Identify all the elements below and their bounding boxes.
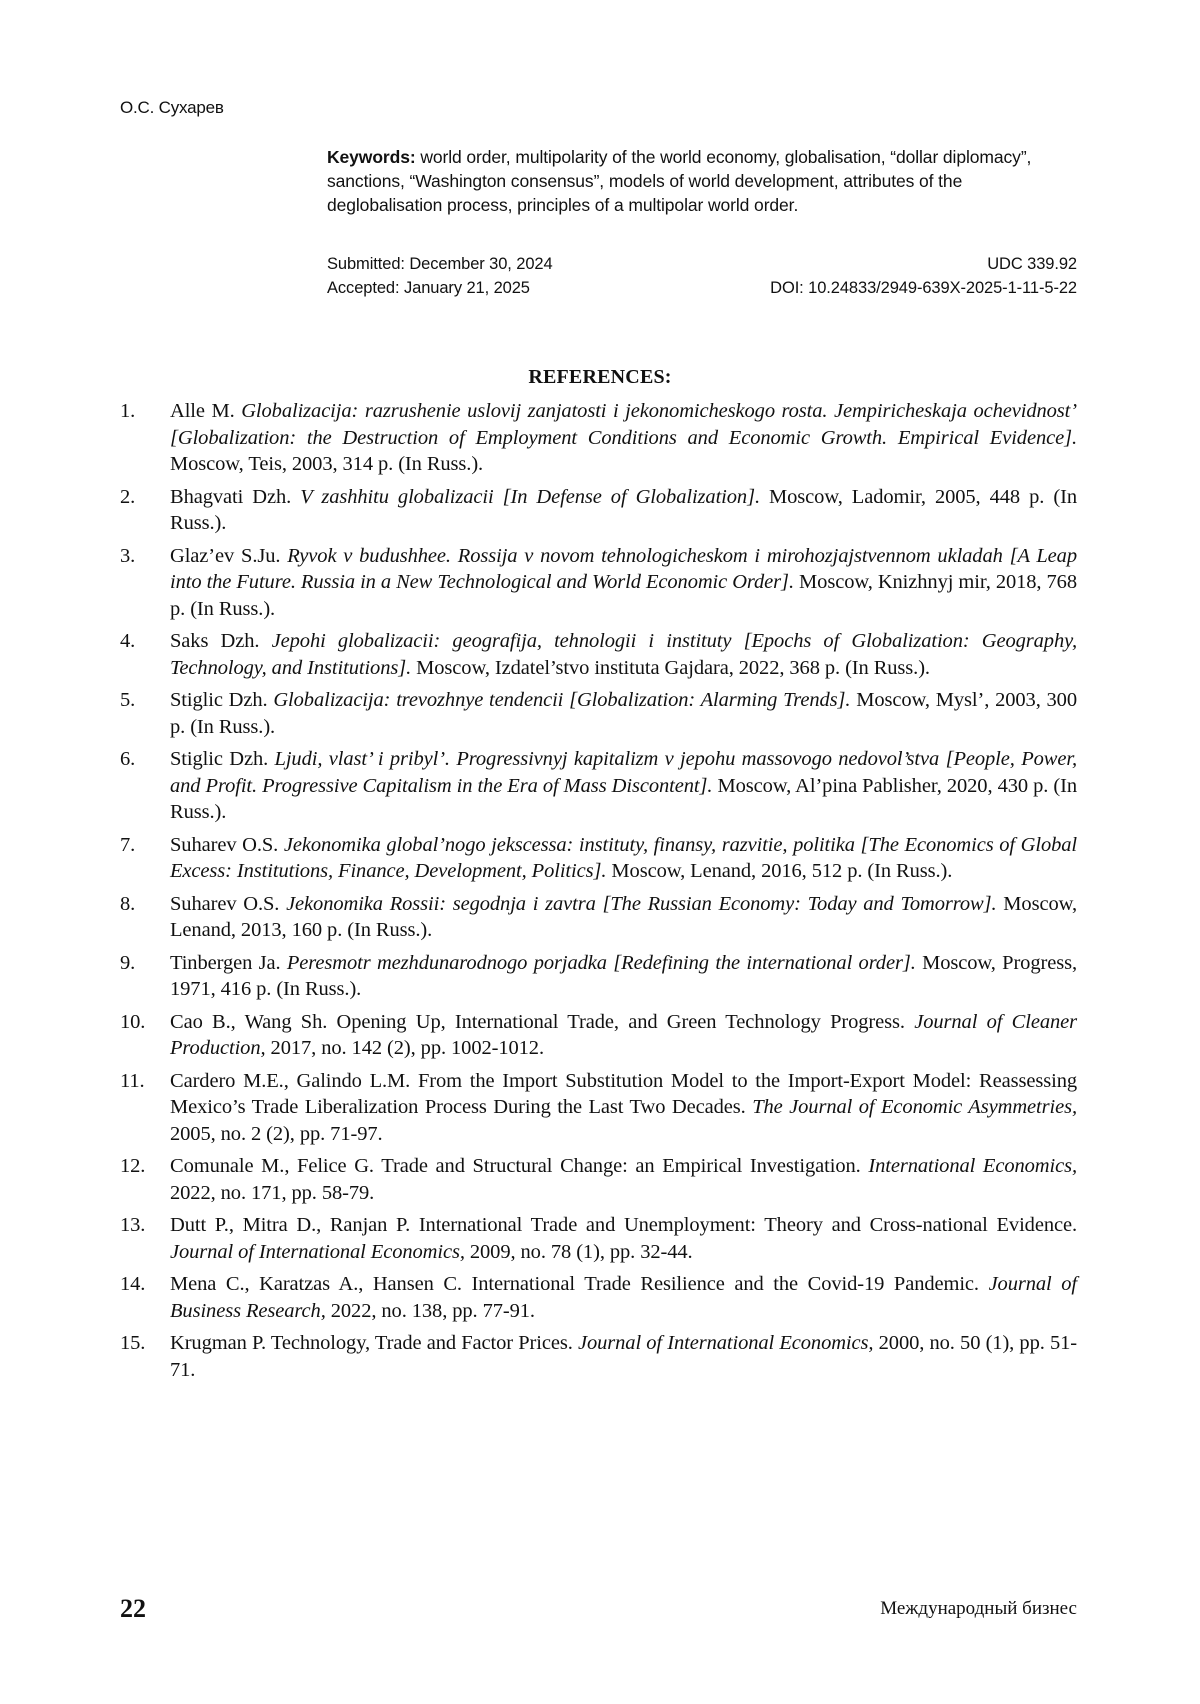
running-head: О.С. Сухарев	[120, 98, 224, 117]
reference-title: V zashhitu globalizacii [In Defense of Globalization].	[300, 485, 760, 508]
reference-item	[120, 891, 1077, 944]
reference-text	[170, 484, 1077, 537]
reference-item	[120, 746, 1077, 826]
reference-text	[170, 1212, 1077, 1265]
reference-text	[170, 1068, 1077, 1148]
reference-authors: Cao B., Wang Sh. Opening Up, International Trade, and Green Technology Progress.	[170, 1010, 915, 1033]
reference-authors: Bhagvati Dzh.	[170, 485, 301, 508]
reference-authors: Tinbergen Ja.	[170, 951, 287, 974]
reference-text	[170, 687, 1077, 740]
doi: DOI: 10.24833/2949-639X-2025-1-11-5-22	[770, 279, 1077, 297]
reference-title: Ljudi, vlast’ i pribyl’. Progressivnyj kapitalizm v jepohu massovogo nedovol’stva [People, Power, and Profit. Progressive Capitalism in the Era of Mass Discontent].	[170, 748, 1077, 797]
reference-details: Moscow, Teis, 2003, 314 p. (In Russ.).	[170, 453, 484, 475]
reference-item	[120, 950, 1077, 1003]
reference-text	[170, 950, 1077, 1003]
keywords-block	[327, 145, 1077, 217]
reference-number: 3.	[120, 544, 136, 567]
reference-item	[120, 628, 1077, 681]
reference-number: 15.	[120, 1332, 146, 1354]
reference-text	[170, 1009, 1077, 1062]
reference-title: Jekonomika global’nogo jekscessa: instituty, finansy, razvitie, politika [The Economics of Global Excess: Institutions, Finance, Development, Politics].	[170, 833, 1077, 882]
reference-number: 10.	[120, 1010, 146, 1033]
accepted-date: Accepted: January 21, 2025	[327, 279, 530, 297]
reference-text	[170, 628, 1077, 681]
reference-number: 9.	[120, 951, 136, 974]
references-title: REFERENCES:	[528, 366, 672, 388]
reference-details: 2017, no. 142 (2), pp. 1002-1012.	[265, 1037, 544, 1059]
reference-number: 2.	[120, 485, 136, 508]
reference-item	[120, 1271, 1077, 1324]
reference-authors: Dutt P., Mitra D., Ranjan P. International Trade and Unemployment: Theory and Cross-national Evidence.	[170, 1214, 1077, 1236]
reference-number: 7.	[120, 833, 136, 856]
reference-item	[120, 832, 1077, 885]
reference-number: 5.	[120, 689, 136, 711]
reference-item	[120, 1009, 1077, 1062]
reference-details: Moscow, Ladomir, 2005, 448 p. (In Russ.).	[170, 485, 1077, 534]
reference-details: 2009, no. 78 (1), pp. 32-44.	[464, 1240, 693, 1263]
reference-item	[120, 1212, 1077, 1265]
reference-authors: Krugman P. Technology, Trade and Factor Prices.	[170, 1332, 578, 1354]
reference-authors: Alle M.	[170, 400, 242, 422]
reference-details: Moscow, Al’pina Pablisher, 2020, 430 p. (In Russ.).	[170, 774, 1077, 823]
reference-authors: Cardero M.E., Galindo L.M. From the Import Substitution Model to the Import-Export Model: Reassessing Mexico’s Trade Liberalization Process During the Last Two Decades.	[170, 1069, 1077, 1118]
page-number: 22	[120, 1594, 146, 1623]
reference-title: International Economics,	[868, 1155, 1078, 1177]
reference-authors: Saks Dzh.	[170, 630, 272, 652]
reference-details: Moscow, Lenand, 2013, 160 p. (In Russ.).	[170, 892, 1077, 941]
reference-details: 2000, no. 50 (1), pp. 51-71.	[170, 1332, 1077, 1381]
reference-number: 4.	[120, 630, 136, 652]
reference-text	[170, 891, 1077, 944]
reference-details: 2005, no. 2 (2), pp. 71-97.	[170, 1122, 383, 1145]
reference-item	[120, 1153, 1077, 1206]
reference-authors: Stiglic Dzh.	[170, 748, 275, 770]
reference-authors: Suharev O.S.	[170, 833, 284, 856]
udc-code: UDC 339.92	[987, 255, 1077, 273]
reference-title: Journal of International Economics,	[577, 1332, 874, 1354]
reference-number: 11.	[120, 1069, 145, 1092]
reference-text	[170, 398, 1077, 478]
article-meta	[327, 252, 1077, 300]
reference-text	[170, 746, 1077, 826]
reference-text	[170, 1153, 1077, 1206]
reference-number: 13.	[120, 1214, 146, 1236]
reference-text	[170, 543, 1077, 623]
reference-title: The Journal of Economic Asymmetries,	[752, 1096, 1077, 1118]
keywords-text: world order, multipolarity of the world economy, globalisation, “dollar diplomacy”, sanctions, “Washington consensus”, models of world development, attributes of the deglobalisation process, principles of a multipolar world order.	[327, 147, 1032, 215]
reference-details: Moscow, Mysl’, 2003, 300 p. (In Russ.).	[170, 689, 1077, 738]
reference-authors: Stiglic Dzh.	[170, 689, 274, 711]
reference-number: 14.	[120, 1273, 146, 1295]
reference-authors: Mena C., Karatzas A., Hansen C. International Trade Resilience and the Covid-19 Pandemic.	[170, 1273, 989, 1295]
meta-row-accepted	[327, 276, 1077, 300]
keywords-label: Keywords:	[327, 147, 416, 167]
journal-name: Международный бизнес	[880, 1598, 1077, 1619]
reference-details: Moscow, Progress, 1971, 416 p. (In Russ.).	[170, 951, 1077, 1000]
reference-item	[120, 1330, 1077, 1383]
reference-title: Globalizacija: trevozhnye tendencii [Globalization: Alarming Trends].	[273, 689, 851, 711]
reference-title: Jekonomika Rossii: segodnja i zavtra [The Russian Economy: Today and Tomorrow].	[286, 892, 997, 915]
meta-row-submitted	[327, 252, 1077, 276]
reference-title: Journal of Cleaner Production,	[170, 1010, 1077, 1059]
reference-text	[170, 1330, 1077, 1383]
reference-details: Moscow, Lenand, 2016, 512 p. (In Russ.).	[606, 860, 953, 882]
reference-item	[120, 687, 1077, 740]
references-list	[120, 398, 1077, 1389]
reference-item	[120, 484, 1077, 537]
reference-details: 2022, no. 138, pp. 77-91.	[325, 1299, 535, 1322]
reference-number: 8.	[120, 892, 136, 915]
reference-authors: Comunale M., Felice G. Trade and Structural Change: an Empirical Investigation.	[170, 1155, 869, 1177]
reference-title: Ryvok v budushhee. Rossija v novom tehnologicheskom i mirohozjajstvennom ukladah [A Leap into the Future. Russia in a New Technological and World Economic Order].	[170, 544, 1077, 593]
reference-details: Moscow, Izdatel’stvo instituta Gajdara, 2022, 368 p. (In Russ.).	[411, 656, 930, 679]
reference-number: 6.	[120, 748, 136, 770]
reference-item	[120, 1068, 1077, 1148]
reference-title: Peresmotr mezhdunarodnogo porjadka [Redefining the international order].	[286, 951, 916, 974]
reference-item	[120, 543, 1077, 623]
reference-number: 1.	[120, 400, 136, 422]
reference-details: 2022, no. 171, pp. 58-79.	[170, 1181, 375, 1204]
reference-authors: Glaz’ev S.Ju.	[170, 544, 288, 567]
reference-title: Journal of International Economics,	[170, 1240, 465, 1263]
reference-authors: Suharev O.S.	[170, 892, 287, 915]
reference-item	[120, 398, 1077, 478]
submitted-date: Submitted: December 30, 2024	[327, 255, 553, 273]
reference-number: 12.	[120, 1155, 146, 1177]
reference-title: Globalizacija: razrushenie uslovij zanjatosti i jekonomicheskogo rosta. Jempiricheskaja ochevidnost’ [Globalization: the Destruction of Employment Conditions and Economic Growth. Empirical Evidence].	[170, 400, 1077, 449]
reference-title: Journal of Business Research,	[170, 1273, 1077, 1322]
reference-text	[170, 832, 1077, 885]
reference-text	[170, 1271, 1077, 1324]
reference-details: Moscow, Knizhnyj mir, 2018, 768 p. (In Russ.).	[170, 571, 1077, 620]
reference-title: Jepohi globalizacii: geografija, tehnologii i instituty [Epochs of Globalization: Geography, Technology, and Institutions].	[170, 630, 1078, 679]
